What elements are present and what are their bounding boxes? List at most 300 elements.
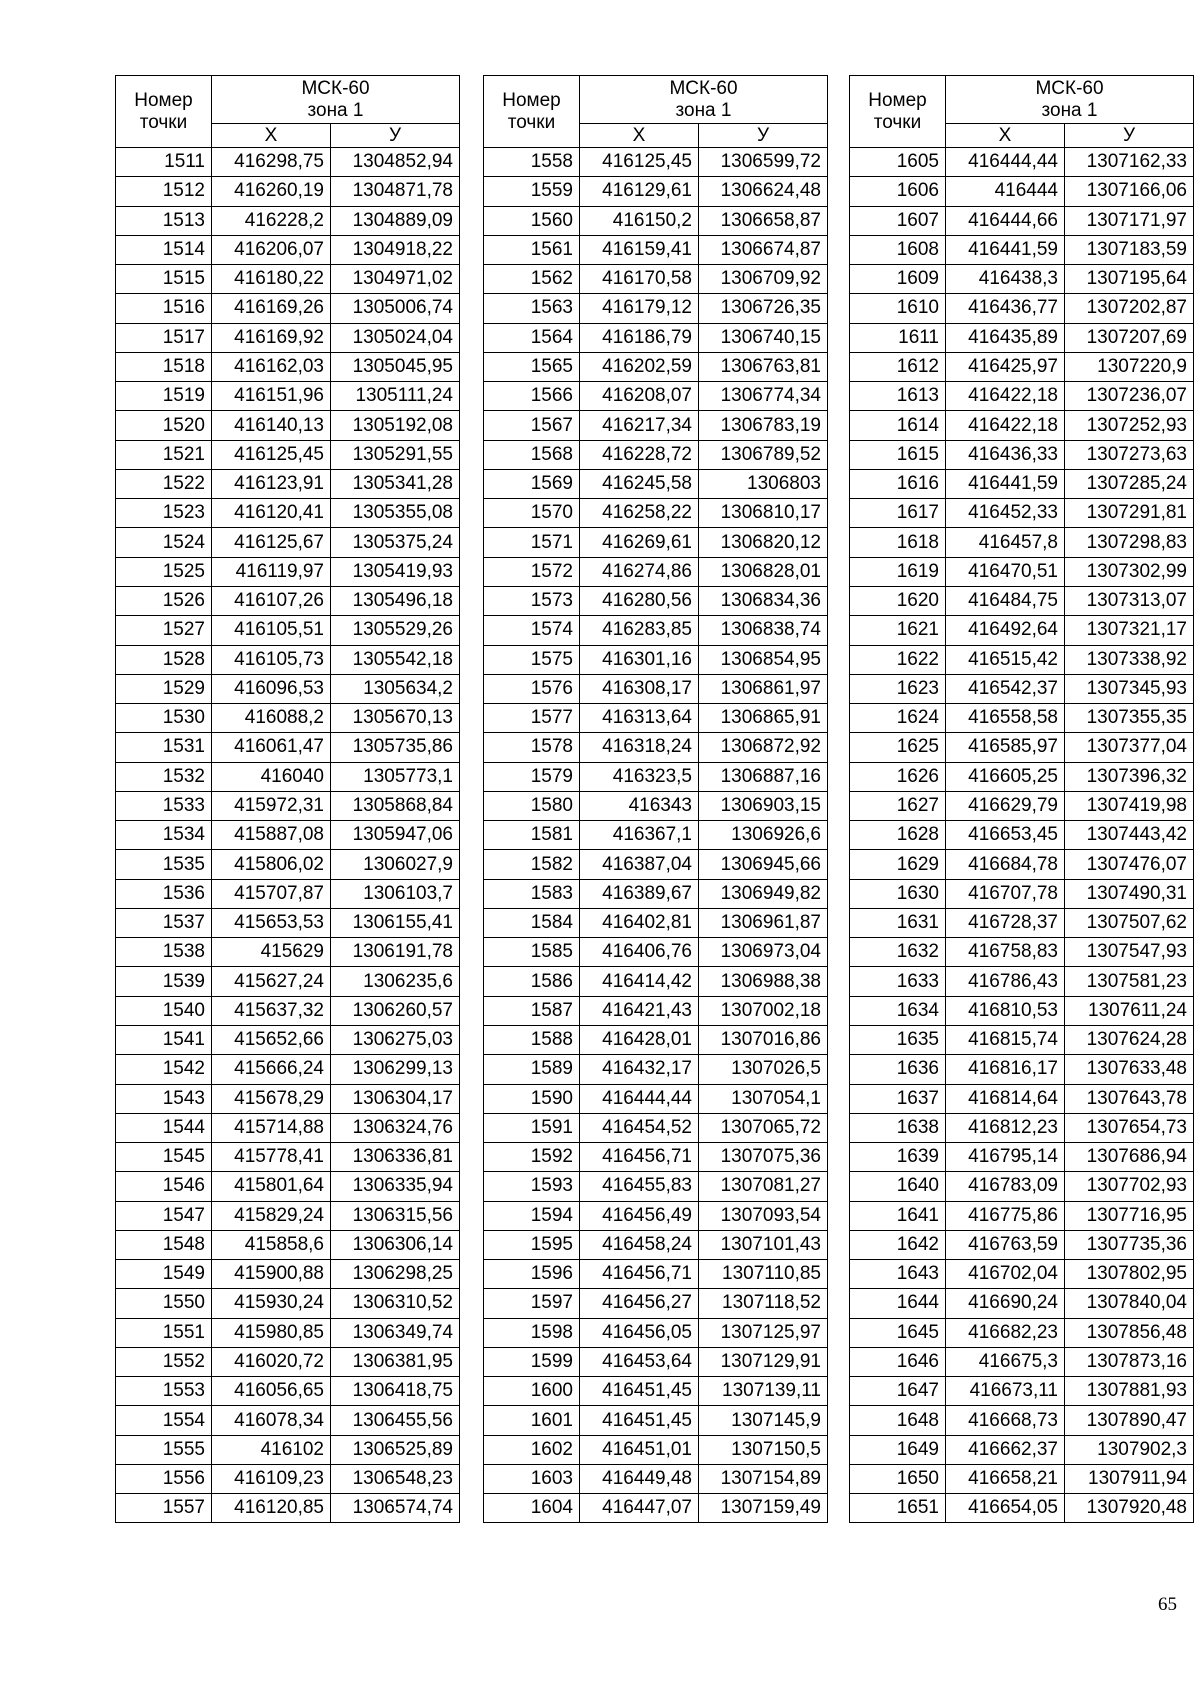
point-number-cell: 1551 [116, 1318, 212, 1347]
table-row [116, 206, 460, 235]
point-number-cell: 1605 [850, 148, 946, 177]
point-number-cell: 1602 [484, 1435, 580, 1464]
point-number-cell: 1516 [116, 294, 212, 323]
table-row [116, 557, 460, 586]
y-coordinate-cell: 1307273,63 [1065, 440, 1194, 469]
table-row [484, 1318, 828, 1347]
table-row [484, 206, 828, 235]
y-coordinate-cell: 1306336,81 [331, 1143, 460, 1172]
point-number-cell: 1650 [850, 1464, 946, 1493]
y-coordinate-cell: 1307873,16 [1065, 1347, 1194, 1376]
point-number-cell: 1631 [850, 908, 946, 937]
table-row [484, 704, 828, 733]
table-row [850, 1055, 1194, 1084]
y-coordinate-cell: 1306789,52 [699, 440, 828, 469]
table-row [850, 1084, 1194, 1113]
y-coordinate-cell: 1304871,78 [331, 177, 460, 206]
point-number-cell: 1640 [850, 1172, 946, 1201]
table-row [850, 996, 1194, 1025]
table-row [850, 265, 1194, 294]
y-coordinate-cell: 1306803 [699, 469, 828, 498]
x-coordinate-cell: 415887,08 [212, 821, 331, 850]
x-coordinate-cell: 416451,01 [580, 1435, 699, 1464]
y-coordinate-cell: 1307920,48 [1065, 1494, 1194, 1523]
y-coordinate-cell: 1307911,94 [1065, 1464, 1194, 1493]
point-number-cell: 1639 [850, 1143, 946, 1172]
y-coordinate-cell: 1307654,73 [1065, 1113, 1194, 1142]
table-row [850, 1201, 1194, 1230]
y-coordinate-cell: 1306299,13 [331, 1055, 460, 1084]
table-row [116, 1318, 460, 1347]
point-number-cell: 1647 [850, 1377, 946, 1406]
x-coordinate-cell: 416202,59 [580, 352, 699, 381]
point-number-cell: 1561 [484, 235, 580, 264]
point-number-cell: 1601 [484, 1406, 580, 1435]
point-number-cell: 1609 [850, 265, 946, 294]
x-coordinate-cell: 416056,65 [212, 1377, 331, 1406]
y-coordinate-cell: 1306861,97 [699, 674, 828, 703]
x-coordinate-cell: 416389,67 [580, 879, 699, 908]
x-coordinate-cell: 416186,79 [580, 323, 699, 352]
point-number-cell: 1544 [116, 1113, 212, 1142]
table-row [850, 616, 1194, 645]
point-number-cell: 1533 [116, 791, 212, 820]
y-coordinate-cell: 1305341,28 [331, 469, 460, 498]
x-coordinate-cell: 416451,45 [580, 1406, 699, 1435]
table-row [116, 1406, 460, 1435]
y-coordinate-cell: 1306599,72 [699, 148, 828, 177]
y-coordinate-cell: 1307633,48 [1065, 1055, 1194, 1084]
point-number-cell: 1636 [850, 1055, 946, 1084]
y-coordinate-cell: 1306903,15 [699, 791, 828, 820]
point-number-cell: 1534 [116, 821, 212, 850]
table-row [850, 1113, 1194, 1142]
x-coordinate-cell: 416492,64 [946, 616, 1065, 645]
x-coordinate-cell: 416150,2 [580, 206, 699, 235]
table-row [484, 1230, 828, 1259]
point-number-cell: 1608 [850, 235, 946, 264]
table-row [484, 791, 828, 820]
y-coordinate-cell: 1306865,91 [699, 704, 828, 733]
y-coordinate-cell: 1306548,23 [331, 1464, 460, 1493]
x-coordinate-cell: 416814,64 [946, 1084, 1065, 1113]
x-coordinate-cell: 416109,23 [212, 1464, 331, 1493]
y-coordinate-cell: 1307159,49 [699, 1494, 828, 1523]
y-coordinate-cell: 1307202,87 [1065, 294, 1194, 323]
y-coordinate-cell: 1305542,18 [331, 645, 460, 674]
point-number-header [484, 76, 580, 148]
x-coordinate-cell: 416402,81 [580, 908, 699, 937]
table-row [116, 1201, 460, 1230]
y-coordinate-cell: 1307129,91 [699, 1347, 828, 1376]
x-coordinate-cell: 416690,24 [946, 1289, 1065, 1318]
point-number-cell: 1578 [484, 733, 580, 762]
x-coordinate-cell: 416425,97 [946, 352, 1065, 381]
x-coordinate-cell: 416040 [212, 762, 331, 791]
point-number-cell: 1641 [850, 1201, 946, 1230]
point-number-cell: 1623 [850, 674, 946, 703]
point-number-cell: 1511 [116, 148, 212, 177]
x-coordinate-cell: 416441,59 [946, 469, 1065, 498]
y-coordinate-cell: 1306455,56 [331, 1406, 460, 1435]
y-coordinate-cell: 1307101,43 [699, 1230, 828, 1259]
x-coordinate-cell: 416228,2 [212, 206, 331, 235]
x-coordinate-cell: 415980,85 [212, 1318, 331, 1347]
x-coordinate-cell: 416763,59 [946, 1230, 1065, 1259]
y-coordinate-cell: 1305111,24 [331, 382, 460, 411]
y-coordinate-cell: 1306310,52 [331, 1289, 460, 1318]
table-row [116, 382, 460, 411]
x-coordinate-cell: 416258,22 [580, 499, 699, 528]
point-number-cell: 1512 [116, 177, 212, 206]
x-coordinate-cell: 415778,41 [212, 1143, 331, 1172]
table-row [484, 1406, 828, 1435]
x-coordinate-cell: 415707,87 [212, 879, 331, 908]
x-coordinate-cell: 416673,11 [946, 1377, 1065, 1406]
x-coordinate-cell: 416245,58 [580, 469, 699, 498]
point-number-cell: 1635 [850, 1025, 946, 1054]
x-coordinate-cell: 416119,97 [212, 557, 331, 586]
table-row [484, 499, 828, 528]
point-number-cell: 1643 [850, 1260, 946, 1289]
y-coordinate-cell: 1307507,62 [1065, 908, 1194, 937]
table-row [116, 1084, 460, 1113]
y-coordinate-cell: 1307321,17 [1065, 616, 1194, 645]
x-coordinate-cell: 416096,53 [212, 674, 331, 703]
table-row [484, 1084, 828, 1113]
y-coordinate-cell: 1307016,86 [699, 1025, 828, 1054]
point-number-cell: 1615 [850, 440, 946, 469]
x-coordinate-cell: 416120,85 [212, 1494, 331, 1523]
table-row [116, 1377, 460, 1406]
point-number-cell: 1596 [484, 1260, 580, 1289]
x-coordinate-cell: 416684,78 [946, 850, 1065, 879]
table-row [116, 908, 460, 937]
y-coordinate-cell: 1307183,59 [1065, 235, 1194, 264]
y-coordinate-cell: 1306525,89 [331, 1435, 460, 1464]
point-number-cell: 1628 [850, 821, 946, 850]
table-row [850, 821, 1194, 850]
y-coordinate-cell: 1307856,48 [1065, 1318, 1194, 1347]
y-coordinate-cell: 1307611,24 [1065, 996, 1194, 1025]
y-coordinate-cell: 1306155,41 [331, 908, 460, 937]
coordinate-system-name: МСК-60 [1035, 77, 1104, 99]
table-row [850, 1143, 1194, 1172]
y-coordinate-cell: 1306315,56 [331, 1201, 460, 1230]
point-number-header-line1: Номер [134, 89, 193, 111]
x-coordinate-cell: 416444,44 [580, 1084, 699, 1113]
table-row [484, 1201, 828, 1230]
table-row [850, 294, 1194, 323]
table-row [484, 1494, 828, 1523]
table-row [484, 1347, 828, 1376]
x-coordinate-cell: 416668,73 [946, 1406, 1065, 1435]
point-number-cell: 1600 [484, 1377, 580, 1406]
x-coordinate-cell: 415627,24 [212, 967, 331, 996]
y-coordinate-cell: 1307166,06 [1065, 177, 1194, 206]
point-number-cell: 1582 [484, 850, 580, 879]
x-coordinate-cell: 416449,48 [580, 1464, 699, 1493]
point-number-cell: 1617 [850, 499, 946, 528]
point-number-cell: 1590 [484, 1084, 580, 1113]
table-row [116, 1260, 460, 1289]
table-row [116, 265, 460, 294]
y-column-header: У [331, 124, 460, 148]
y-coordinate-cell: 1306783,19 [699, 411, 828, 440]
table-row [484, 938, 828, 967]
x-coordinate-cell: 416654,05 [946, 1494, 1065, 1523]
table-row [484, 674, 828, 703]
coordinate-system-header [212, 76, 460, 124]
table-row [850, 1289, 1194, 1318]
table-row [484, 645, 828, 674]
y-coordinate-cell: 1305006,74 [331, 294, 460, 323]
table-row [116, 177, 460, 206]
point-number-cell: 1573 [484, 586, 580, 615]
table-row [484, 557, 828, 586]
table-row [850, 1464, 1194, 1493]
table-row [850, 645, 1194, 674]
x-coordinate-cell: 416515,42 [946, 645, 1065, 674]
table-row [484, 148, 828, 177]
y-coordinate-cell: 1307345,93 [1065, 674, 1194, 703]
y-coordinate-cell: 1307145,9 [699, 1406, 828, 1435]
table-row [484, 967, 828, 996]
x-coordinate-cell: 416387,04 [580, 850, 699, 879]
point-number-cell: 1576 [484, 674, 580, 703]
table-row [116, 528, 460, 557]
x-coordinate-cell: 416298,75 [212, 148, 331, 177]
y-coordinate-cell: 1307110,85 [699, 1260, 828, 1289]
point-number-cell: 1556 [116, 1464, 212, 1493]
table-row [116, 586, 460, 615]
y-coordinate-cell: 1306810,17 [699, 499, 828, 528]
point-number-header [116, 76, 212, 148]
table-row [116, 352, 460, 381]
y-coordinate-cell: 1307162,33 [1065, 148, 1194, 177]
point-number-cell: 1562 [484, 265, 580, 294]
x-coordinate-cell: 416795,14 [946, 1143, 1065, 1172]
point-number-cell: 1613 [850, 382, 946, 411]
x-coordinate-cell: 416758,83 [946, 938, 1065, 967]
y-coordinate-cell: 1306191,78 [331, 938, 460, 967]
y-coordinate-cell: 1307840,04 [1065, 1289, 1194, 1318]
x-coordinate-cell: 415666,24 [212, 1055, 331, 1084]
x-coordinate-cell: 416452,33 [946, 499, 1065, 528]
point-number-cell: 1638 [850, 1113, 946, 1142]
y-coordinate-cell: 1306926,6 [699, 821, 828, 850]
point-number-cell: 1539 [116, 967, 212, 996]
point-number-header-line2: точки [873, 111, 922, 133]
x-coordinate-cell: 415801,64 [212, 1172, 331, 1201]
point-number-cell: 1614 [850, 411, 946, 440]
point-number-cell: 1553 [116, 1377, 212, 1406]
point-number-cell: 1649 [850, 1435, 946, 1464]
y-coordinate-cell: 1306027,9 [331, 850, 460, 879]
table-row [850, 762, 1194, 791]
x-coordinate-cell: 416102 [212, 1435, 331, 1464]
point-number-cell: 1538 [116, 938, 212, 967]
y-coordinate-cell: 1307338,92 [1065, 645, 1194, 674]
x-coordinate-cell: 416444,66 [946, 206, 1065, 235]
table-row [484, 733, 828, 762]
table-row [850, 1435, 1194, 1464]
table-row [116, 791, 460, 820]
x-coordinate-cell: 416313,64 [580, 704, 699, 733]
x-coordinate-cell: 416436,33 [946, 440, 1065, 469]
y-coordinate-cell: 1305024,04 [331, 323, 460, 352]
x-coordinate-cell: 416812,23 [946, 1113, 1065, 1142]
x-coordinate-cell: 416629,79 [946, 791, 1065, 820]
table-row [484, 352, 828, 381]
point-number-cell: 1541 [116, 1025, 212, 1054]
x-coordinate-cell: 416269,61 [580, 528, 699, 557]
x-coordinate-cell: 416078,34 [212, 1406, 331, 1435]
y-coordinate-cell: 1305045,95 [331, 352, 460, 381]
y-coordinate-cell: 1306774,34 [699, 382, 828, 411]
y-coordinate-cell: 1306103,7 [331, 879, 460, 908]
x-coordinate-cell: 416605,25 [946, 762, 1065, 791]
table-row [850, 323, 1194, 352]
point-number-cell: 1599 [484, 1347, 580, 1376]
x-coordinate-cell: 416169,92 [212, 323, 331, 352]
table-row [116, 645, 460, 674]
point-number-cell: 1567 [484, 411, 580, 440]
x-coordinate-cell: 416728,37 [946, 908, 1065, 937]
table-row [850, 1406, 1194, 1435]
table-row [116, 938, 460, 967]
coordinate-system-name: МСК-60 [669, 77, 738, 99]
point-number-cell: 1546 [116, 1172, 212, 1201]
point-number-cell: 1622 [850, 645, 946, 674]
table-row [484, 762, 828, 791]
y-coordinate-cell: 1305375,24 [331, 528, 460, 557]
x-coordinate-cell: 415629 [212, 938, 331, 967]
x-coordinate-cell: 416159,41 [580, 235, 699, 264]
x-coordinate-cell: 416436,77 [946, 294, 1065, 323]
point-number-cell: 1564 [484, 323, 580, 352]
x-coordinate-cell: 416129,61 [580, 177, 699, 206]
x-coordinate-cell: 416088,2 [212, 704, 331, 733]
point-number-cell: 1594 [484, 1201, 580, 1230]
y-coordinate-cell: 1307236,07 [1065, 382, 1194, 411]
point-number-cell: 1616 [850, 469, 946, 498]
point-number-cell: 1571 [484, 528, 580, 557]
x-coordinate-cell: 416107,26 [212, 586, 331, 615]
point-number-cell: 1540 [116, 996, 212, 1025]
table-row [850, 382, 1194, 411]
table-row [850, 177, 1194, 206]
table-row [116, 967, 460, 996]
x-coordinate-cell: 416707,78 [946, 879, 1065, 908]
x-coordinate-cell: 416170,58 [580, 265, 699, 294]
table-row [484, 1260, 828, 1289]
point-number-cell: 1586 [484, 967, 580, 996]
table-row [850, 1230, 1194, 1259]
x-coordinate-cell: 415858,6 [212, 1230, 331, 1259]
table-row [850, 557, 1194, 586]
point-number-cell: 1526 [116, 586, 212, 615]
y-coordinate-cell: 1307002,18 [699, 996, 828, 1025]
y-coordinate-cell: 1306349,74 [331, 1318, 460, 1347]
table-row [484, 1435, 828, 1464]
table-row [484, 1289, 828, 1318]
x-coordinate-cell: 416458,24 [580, 1230, 699, 1259]
table-row [850, 704, 1194, 733]
x-coordinate-cell: 416280,56 [580, 586, 699, 615]
y-coordinate-cell: 1306820,12 [699, 528, 828, 557]
point-number-cell: 1625 [850, 733, 946, 762]
table-row [850, 908, 1194, 937]
table-row [116, 1230, 460, 1259]
table-row [484, 440, 828, 469]
y-coordinate-cell: 1306235,6 [331, 967, 460, 996]
point-number-header [850, 76, 946, 148]
coordinate-system-name: МСК-60 [301, 77, 370, 99]
point-number-cell: 1535 [116, 850, 212, 879]
y-coordinate-cell: 1307195,64 [1065, 265, 1194, 294]
y-coordinate-cell: 1307643,78 [1065, 1084, 1194, 1113]
x-coordinate-cell: 415652,66 [212, 1025, 331, 1054]
point-number-cell: 1563 [484, 294, 580, 323]
y-coordinate-cell: 1306324,76 [331, 1113, 460, 1142]
point-number-cell: 1520 [116, 411, 212, 440]
y-coordinate-cell: 1307702,93 [1065, 1172, 1194, 1201]
table-row [116, 148, 460, 177]
y-coordinate-cell: 1307802,95 [1065, 1260, 1194, 1289]
y-coordinate-cell: 1307443,42 [1065, 821, 1194, 850]
y-coordinate-cell: 1307054,1 [699, 1084, 828, 1113]
x-coordinate-cell: 416484,75 [946, 586, 1065, 615]
table-row [484, 235, 828, 264]
x-coordinate-cell: 416169,26 [212, 294, 331, 323]
x-coordinate-cell: 416432,17 [580, 1055, 699, 1084]
point-number-cell: 1558 [484, 148, 580, 177]
point-number-cell: 1545 [116, 1143, 212, 1172]
table-row [484, 1113, 828, 1142]
point-number-cell: 1593 [484, 1172, 580, 1201]
y-coordinate-cell: 1307716,95 [1065, 1201, 1194, 1230]
point-number-cell: 1591 [484, 1113, 580, 1142]
y-coordinate-cell: 1307313,07 [1065, 586, 1194, 615]
table-row [116, 411, 460, 440]
table-row [116, 674, 460, 703]
x-coordinate-cell: 416456,27 [580, 1289, 699, 1318]
y-coordinate-cell: 1305291,55 [331, 440, 460, 469]
point-number-cell: 1606 [850, 177, 946, 206]
point-number-cell: 1523 [116, 499, 212, 528]
y-coordinate-cell: 1307302,99 [1065, 557, 1194, 586]
coordinate-system-zone: зона 1 [675, 99, 732, 121]
x-coordinate-cell: 415900,88 [212, 1260, 331, 1289]
point-number-cell: 1633 [850, 967, 946, 996]
x-coordinate-cell: 416367,1 [580, 821, 699, 850]
coordinate-system-header [580, 76, 828, 124]
y-coordinate-cell: 1307139,11 [699, 1377, 828, 1406]
point-number-cell: 1589 [484, 1055, 580, 1084]
y-coordinate-cell: 1306304,17 [331, 1084, 460, 1113]
x-coordinate-cell: 415930,24 [212, 1289, 331, 1318]
x-coordinate-cell: 416444 [946, 177, 1065, 206]
x-coordinate-cell: 416542,37 [946, 674, 1065, 703]
point-number-cell: 1610 [850, 294, 946, 323]
table-row [484, 265, 828, 294]
point-number-cell: 1612 [850, 352, 946, 381]
point-number-cell: 1517 [116, 323, 212, 352]
y-coordinate-cell: 1307093,54 [699, 1201, 828, 1230]
y-coordinate-cell: 1307624,28 [1065, 1025, 1194, 1054]
point-number-cell: 1569 [484, 469, 580, 498]
